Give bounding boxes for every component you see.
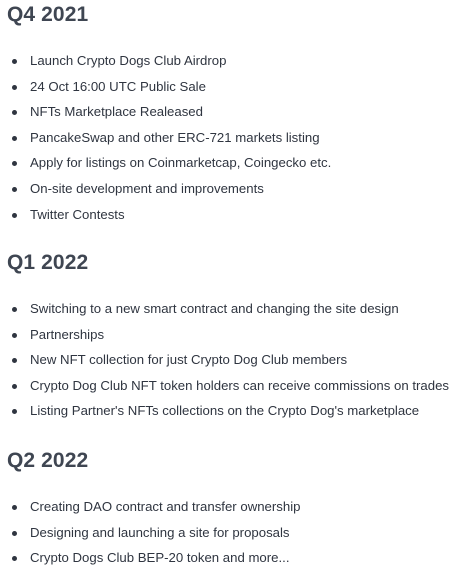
milestone-item	[0, 176, 468, 202]
milestone-text: 24 Oct 16:00 UTC Public Sale	[30, 78, 206, 94]
milestone-item	[0, 150, 468, 176]
bullet-icon	[12, 556, 17, 561]
milestone-text: Creating DAO contract and transfer ownership	[30, 499, 301, 514]
milestone-item	[0, 48, 468, 74]
milestone-item	[0, 545, 468, 571]
milestone-item	[0, 296, 468, 322]
milestone-list	[0, 48, 468, 227]
milestone-item	[0, 398, 468, 424]
milestone-item	[0, 125, 468, 151]
bullet-icon	[12, 213, 17, 218]
roadmap-section-q1-2022	[0, 250, 468, 424]
milestone-item	[0, 373, 468, 399]
bullet-icon	[12, 307, 17, 312]
bullet-icon	[12, 161, 17, 166]
bullet-icon	[12, 358, 17, 363]
milestone-item	[0, 494, 468, 520]
milestone-text: Listing Partner's NFTs collections on the Crypto Dog's marketplace	[30, 403, 420, 419]
bullet-icon	[12, 187, 17, 192]
milestone-list	[0, 494, 468, 571]
section-title: Q4 2021	[7, 3, 89, 26]
bullet-icon	[12, 110, 17, 115]
section-title: Q2 2022	[7, 449, 89, 472]
milestone-item	[0, 347, 468, 373]
milestone-text: New NFT collection for just Crypto Dog Club members	[30, 352, 348, 368]
milestone-text: Switching to a new smart contract and changing the site design	[30, 301, 399, 316]
milestone-text: Partnerships	[30, 326, 105, 342]
milestone-text: Designing and launching a site for proposals	[30, 524, 290, 540]
bullet-icon	[12, 85, 17, 90]
milestone-item	[0, 322, 468, 348]
milestone-text: On-site development and improvements	[30, 180, 264, 196]
roadmap-section-q4-2021	[0, 2, 468, 227]
milestone-text: NFTs Marketplace Realeased	[30, 104, 203, 120]
bullet-icon	[12, 531, 17, 536]
bullet-icon	[12, 136, 17, 141]
milestone-item	[0, 74, 468, 100]
roadmap-section-q2-2022	[0, 448, 468, 571]
milestone-item	[0, 520, 468, 546]
bullet-icon	[12, 409, 17, 414]
bullet-icon	[12, 505, 17, 510]
milestone-text: Apply for listings on Coinmarketcap, Coingecko etc.	[30, 155, 332, 171]
milestone-text: PancakeSwap and other ERC-721 markets listing	[30, 129, 320, 145]
bullet-icon	[12, 384, 17, 389]
section-title: Q1 2022	[7, 251, 89, 274]
milestone-item	[0, 202, 468, 228]
milestone-item	[0, 99, 468, 125]
milestone-text: Launch Crypto Dogs Club Airdrop	[30, 53, 227, 68]
milestone-text: Crypto Dogs Club BEP-20 token and more...	[30, 550, 290, 566]
bullet-icon	[12, 333, 17, 338]
milestone-list	[0, 296, 468, 424]
bullet-icon	[12, 59, 17, 64]
milestone-text: Twitter Contests	[30, 206, 125, 222]
milestone-text: Crypto Dog Club NFT token holders can receive commissions on trades	[30, 377, 450, 393]
